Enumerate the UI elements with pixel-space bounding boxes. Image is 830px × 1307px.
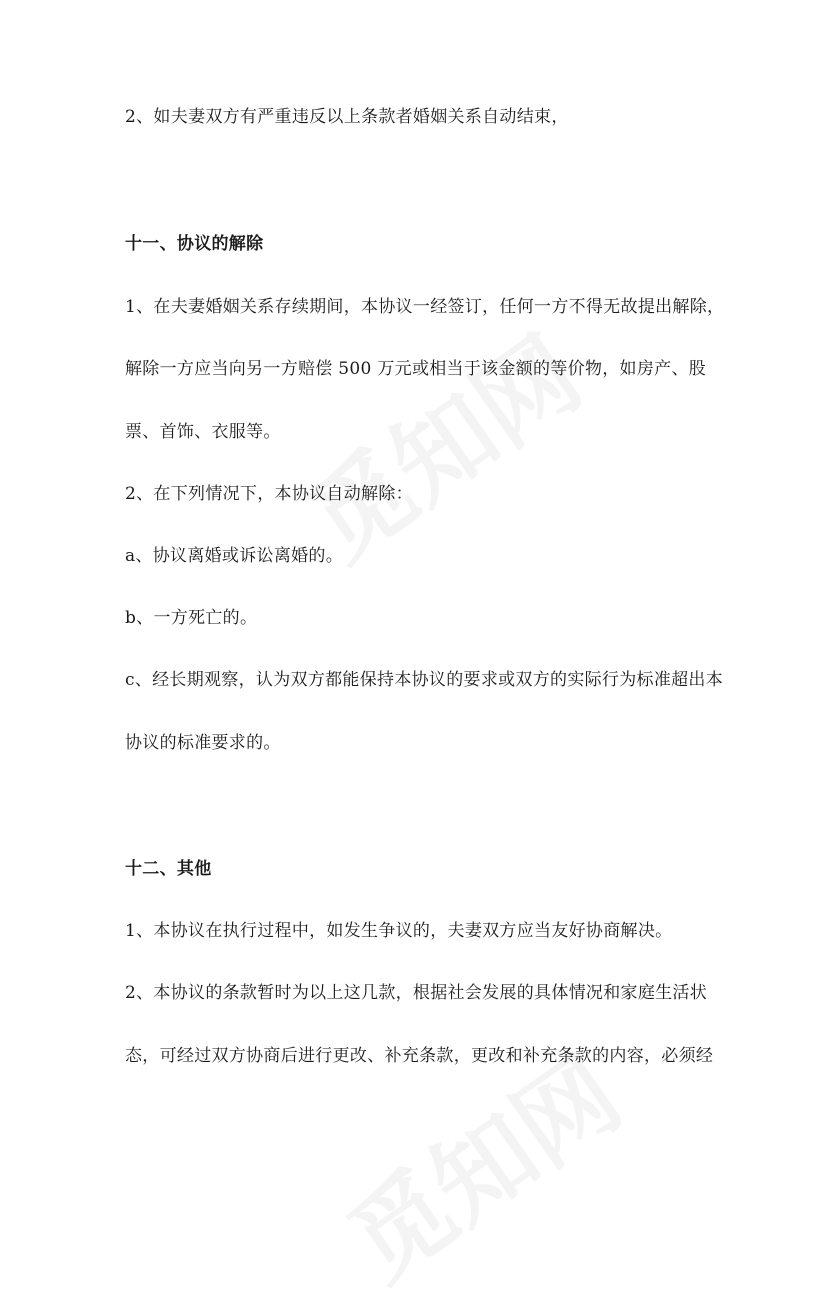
list-item: c、经长期观察，认为双方都能保持本协议的要求或双方的实际行为标准超出本 [125,670,724,690]
section-heading: 十一、协议的解除 [125,234,264,254]
paragraph-line: 2、本协议的条款暂时为以上这几款，根据社会发展的具体情况和家庭生活状 [125,983,708,1003]
list-item: b、一方死亡的。 [125,608,258,628]
paragraph-line: 2、在下列情况下，本协议自动解除： [125,484,413,504]
paragraph-line: 1、本协议在执行过程中，如发生争议的，夫妻双方应当友好协商解决。 [125,921,673,941]
list-item: a、协议离婚或诉讼离婚的。 [125,546,344,566]
section-heading: 十二、其他 [125,859,212,879]
paragraph-line: 票、首饰、衣服等。 [125,422,281,442]
paragraph-line: 态，可经过双方协商后进行更改、补充条款，更改和补充条款的内容，必须经 [125,1046,714,1066]
paragraph-line: 协议的标准要求的。 [125,733,281,753]
paragraph-line: 2、如夫妻双方有严重违反以上条款者婚姻关系自动结束， [125,107,569,127]
paragraph-line: 1、在夫妻婚姻关系存续期间，本协议一经签订，任何一方不得无故提出解除， [125,297,725,317]
paragraph-line: 解除一方应当向另一方赔偿 500 万元或相当于该金额的等价物，如房产、股 [125,359,707,379]
